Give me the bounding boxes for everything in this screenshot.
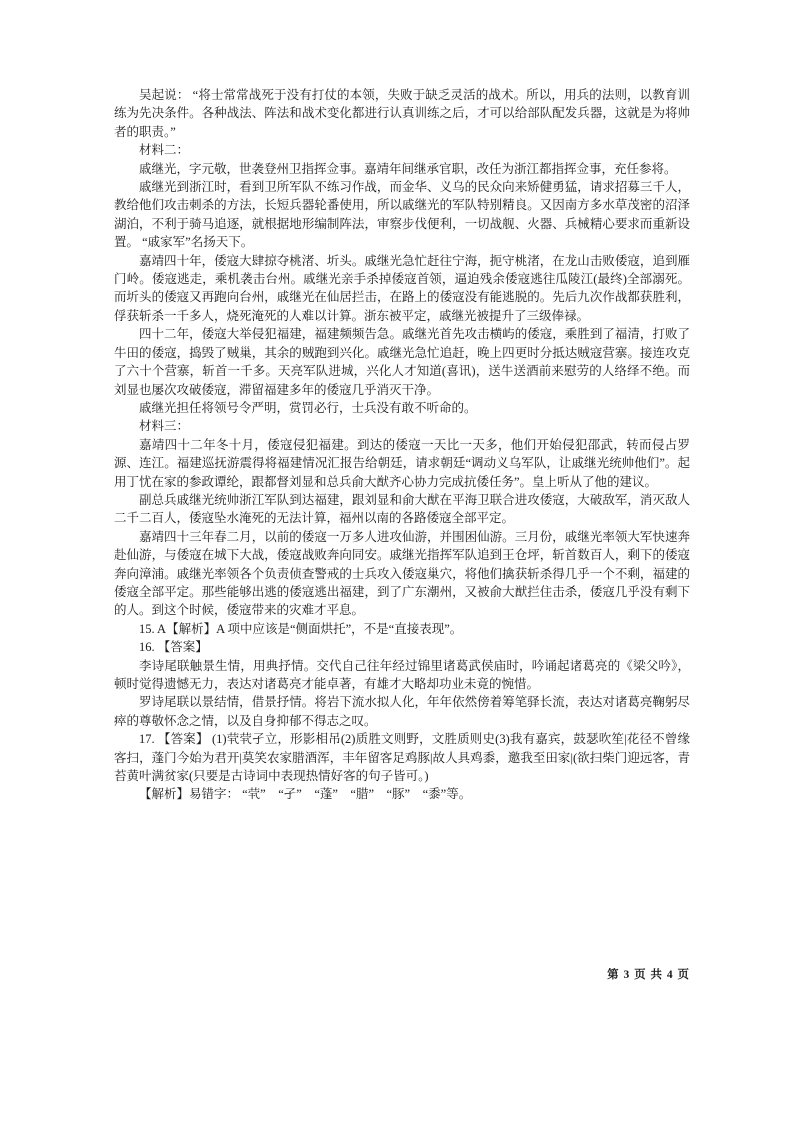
qi-jiguang-bio-paragraph: 戚继光，字元敬，世袭登州卫指挥佥事。嘉靖年间继承官职，改任为浙江都指挥佥事，充任参将。: [139, 161, 677, 176]
pinghai-victory-paragraph: 副总兵戚继光统帅浙江军队到达福建，跟刘显和俞大猷在平海卫联合进攻倭寇，大破敌军，消灭敌人二千二百人，倭寇坠水淹死的无法计算，福州以南的各路倭寇全部平定。: [114, 492, 690, 526]
year-42-fujian-paragraph: 四十二年，倭寇大举侵犯福建，福建频频告急。戚继光首先攻击横屿的倭寇，乘胜到了福清，打败了牛田的倭寇，捣毁了贼巢，其余的贼跑到兴化。戚继光急忙追赶，晚上四更时分抵达贼寇营寨。接连攻克了六十个营寨，斩首一千多。天亮军队进城，兴化人才知道(喜讯)，送牛送酒前来慰劳的人络绎不绝。而刘显也屡次攻破倭寇，滞留福建多年的倭寇几乎消灭干净。: [114, 327, 690, 397]
document-body: [114, 86, 690, 804]
jiajing-year-40-paragraph: 嘉靖四十年，倭寇大肆掠夺桃渚、圻头。戚继光急忙赶往宁海，扼守桃渚，在龙山击败倭寇，追到雁门岭。倭寇逃走，乘机袭击台州。戚继光亲手杀掉倭寇首领，逼迫残余倭寇逃往瓜陵江(最终)全部溺死。而圻头的倭寇又再跑向台州，戚继光在仙居拦击，在路上的倭寇没有能逃脱的。先后九次作战都获胜利，俘获斩杀一千多人，烧死淹死的人难以计算。浙东被平定，戚继光被提升了三级俸禄。: [114, 253, 690, 323]
material-3-heading: 材料三：: [139, 419, 190, 434]
answer-16-li-poem: 李诗尾联触景生情，用典抒情。交代自己往年经过锦里诸葛武侯庙时，吟诵起诸葛亮的《梁父吟》，顿时觉得遗憾无力，表达对诸葛亮才能卓著，有雄才大略却功业未竟的惋惜。: [114, 658, 690, 691]
year-43-xianyou-paragraph: 嘉靖四十三年春二月，以前的倭寇一万多人进攻仙游，并围困仙游。三月份，戚继光率领大军快速奔赴仙游，与倭寇在城下大战，倭寇战败奔向同安。戚继光指挥军队追到王仓坪，斩首数百人，剩下的倭寇奔向漳浦。戚继光率领各个负责侦查警戒的士兵攻入倭寇巢穴，将他们擒获斩杀得几乎一个不剩，福建的倭寇全部平定。那些能够出逃的倭寇逃出福建，到了广东潮州，又被俞大猷拦住击杀，倭寇几乎没有剩下的人。到这个时候，倭寇带来的灾难才平息。: [114, 529, 690, 618]
answer-17-error-analysis: 【解析】易错字： “茕” “孑” “蓬” “腊” “豚” “黍”等。: [139, 787, 472, 802]
material-2-heading: 材料二：: [139, 143, 190, 158]
answer-16-luo-poem: 罗诗尾联以景结情，借景抒情。将岩下流水拟人化，年年依然傍着筹笔驿长流，表达对诸葛亮鞠躬尽瘁的尊敬怀念之情，以及自身抑郁不得志之叹。: [114, 695, 690, 728]
zhejiang-training-paragraph: 戚继光到浙江时，看到卫所军队不练习作战，而金华、义乌的民众向来矫健勇猛，请求招募三千人，教给他们攻击刺杀的方法，长短兵器轮番使用，所以戚继光的军队特别精良。又因南方多水草茂密的沼泽湖泊，不利于骑马追逐，就根据地形编制阵法，审察步伐便利，一切战舰、火器、兵械精心要求而重新设置。 “戚家军”名扬天下。: [114, 180, 690, 250]
page-number-footer: 第 3 页 共 4 页: [607, 969, 690, 981]
discipline-paragraph: 戚继光担任将领号令严明，赏罚必行，士兵没有敢不听命的。: [139, 400, 477, 415]
answer-16-heading: 16. 【答案】: [139, 640, 208, 655]
wu-qi-quote-paragraph: 吴起说： “将士常常战死于没有打仗的本领，失败于缺乏灵活的战术。所以，用兵的法则，以教育训练为先决条件。各种战法、阵法和战术变化都进行认真训练之后，才可以给部队配发兵器，这就是为将帅者的职责。”: [114, 88, 690, 139]
material-3-invasion-paragraph: 嘉靖四十二年冬十月，倭寇侵犯福建。到达的倭寇一天比一天多，他们开始侵犯邵武，转而侵占罗源、连江。福建巡抚游震得将福建情况汇报告给朝廷，请求朝廷“调动义乌军队，让戚继光统帅他们”。起用丁忧在家的参政谭纶，跟都督刘显和总兵俞大猷齐心协力完成抗倭任务”。皇上听从了他的建议。: [114, 437, 690, 489]
answer-17: 17. 【答案】 (1)茕茕孑立，形影相吊(2)质胜文则野，文胜质则史(3)我有嘉宾，鼓瑟吹笙|花径不曾缘客扫，蓬门今始为君开|莫笑农家腊酒浑，丰年留客足鸡豚|故人具鸡黍，邀我至田家|(欲扫柴门迎远客，青苔黄叶满贫家(只要是古诗词中表现热情好客的句子皆可。): [114, 732, 690, 784]
answer-15: 15. A【解析】A 项中应该是“侧面烘托”，不是“直接表现”。: [139, 621, 463, 636]
